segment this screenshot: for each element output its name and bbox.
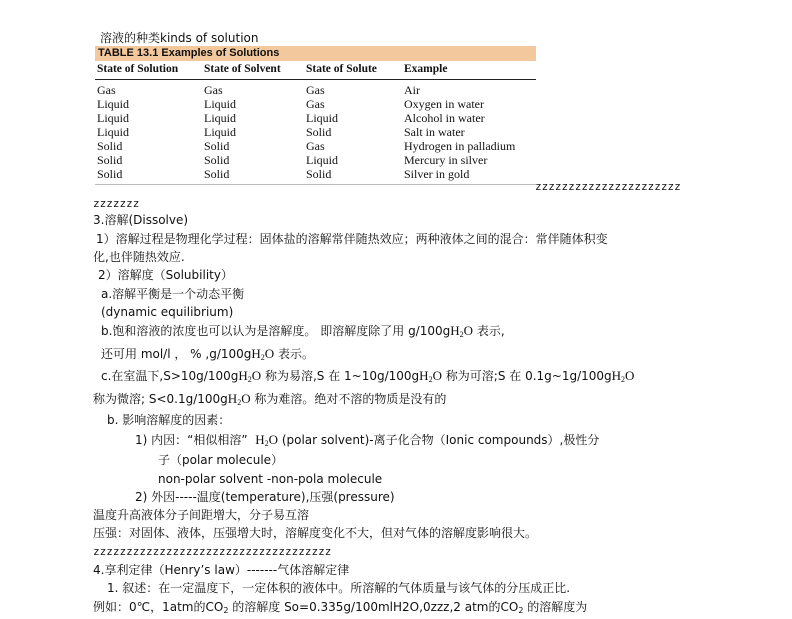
table-title: TABLE 13.1 Examples of Solutions	[98, 47, 280, 59]
paragraph-line: (dynamic equilibrium)	[101, 305, 234, 319]
table-cell: Gas	[306, 97, 325, 111]
table-cell: Alcohol in water	[404, 111, 485, 125]
table-cell: Liquid	[204, 125, 236, 139]
table-cell: Liquid	[97, 111, 129, 125]
paragraph-line: 子（polar molecule）	[158, 453, 284, 467]
table-header-example: Example	[404, 63, 448, 75]
table-rule	[95, 79, 536, 80]
table-cell: Oxygen in water	[404, 97, 484, 111]
paragraph-line: non-polar solvent -non-pola molecule	[158, 472, 383, 486]
table-cell: Solid	[204, 153, 230, 167]
table-cell: Salt in water	[404, 125, 465, 139]
table-cell: Liquid	[97, 97, 129, 111]
paragraph-line: 2）溶解度（Solubility）	[98, 268, 233, 282]
table-bottom-rule	[95, 184, 536, 185]
paragraph-line: c.在室温下$,S>10g/100gH_2O$ 称为易溶,S 在 $1\sim 10g/100gH_2O$ 称为可溶;S 在 $0.1g\sim 1g/100gH_2O$	[101, 368, 635, 384]
table-cell: Liquid	[204, 97, 236, 111]
paragraph-line: a.溶解平衡是一个动态平衡	[101, 287, 245, 301]
paragraph-line: 1）溶解过程是物理化学过程：固体盐的溶解常伴随热效应；两种液体之间的混合：常伴随体积变	[96, 232, 608, 246]
paragraph-line: 2) 外因-----温度(temperature),压强(pressure)	[135, 490, 395, 504]
section-4-title: 4.享利定律（Henry’s law）-------气体溶解定律	[93, 563, 350, 577]
paragraph-line: 温度升高液体分子间距增大，分子易互溶	[93, 508, 310, 522]
table-header-state-of-solute: State of Solute	[306, 63, 377, 75]
table-cell: Solid	[97, 139, 123, 153]
paragraph-line: 还可用 mol/l ， % $,g/100gH_2O$ 表示。	[101, 346, 315, 362]
paragraph-line: 称为微溶; $S<0.1g/100gH_2O$ 称为难溶。绝对不溶的物质是没有的	[93, 391, 447, 407]
separator-z-line: zzzzzzzzzzzzzzzzzzzzzzzzzzzzzzzzzzzz	[93, 545, 332, 558]
table-cell: Mercury in silver	[404, 153, 488, 167]
paragraph-line: 压强：对固体、液体，压强增大时，溶解度变化不大，但对气体的溶解度影响很大。	[93, 526, 538, 540]
table-cell: Gas	[306, 139, 325, 153]
table-cell: Solid	[204, 167, 230, 181]
paragraph-line: 1) 内因：“相似相溶” $H_2O$ (polar solvent)-离子化合物（Ionic compounds）,极性分	[135, 432, 600, 448]
table-cell: Liquid	[306, 153, 338, 167]
table-cell: Liquid	[97, 125, 129, 139]
table-cell: Solid	[97, 153, 123, 167]
paragraph-line: 例如：0℃，1atm的$CO_2$ 的溶解度 So=0.335g/100mlH2O,0zzz,2 atm的$CO_2$ 的溶解度为	[93, 600, 588, 615]
paragraph-line: b. 影响溶解度的因素：	[107, 413, 231, 427]
table-cell: Solid	[306, 167, 332, 181]
table-cell: Liquid	[306, 111, 338, 125]
table-cell: Gas	[306, 83, 325, 97]
table-cell: Gas	[204, 83, 223, 97]
separator-z-line: zzzzzzz	[93, 197, 140, 210]
table-cell: Silver in gold	[404, 167, 470, 181]
table-cell: Liquid	[204, 111, 236, 125]
table-cell: Air	[404, 83, 420, 97]
paragraph-line: 化,也伴随热效应.	[93, 250, 185, 264]
section-heading: 溶液的种类kinds of solution	[100, 31, 259, 45]
paragraph-line: b.饱和溶液的浓度也可以认为是溶解度。 即溶解度除了用 $g/100gH_2O$ 表示,	[101, 323, 505, 339]
paragraph-line: 1. 叙述：在一定温度下，一定体积的液体中。所溶解的气体质量与该气体的分压成正比.	[107, 581, 571, 595]
table-cell: Solid	[97, 167, 123, 181]
table-cell: Gas	[97, 83, 116, 97]
separator-z-line: zzzzzzzzzzzzzzzzzzzzzz	[535, 180, 681, 193]
table-cell: Solid	[306, 125, 332, 139]
table-cell: Hydrogen in palladium	[404, 139, 516, 153]
section-3-title: 3.溶解(Dissolve)	[93, 213, 189, 227]
table-header-state-of-solution: State of Solution	[97, 63, 179, 75]
table-cell: Solid	[204, 139, 230, 153]
table-header-state-of-solvent: State of Solvent	[204, 63, 281, 75]
